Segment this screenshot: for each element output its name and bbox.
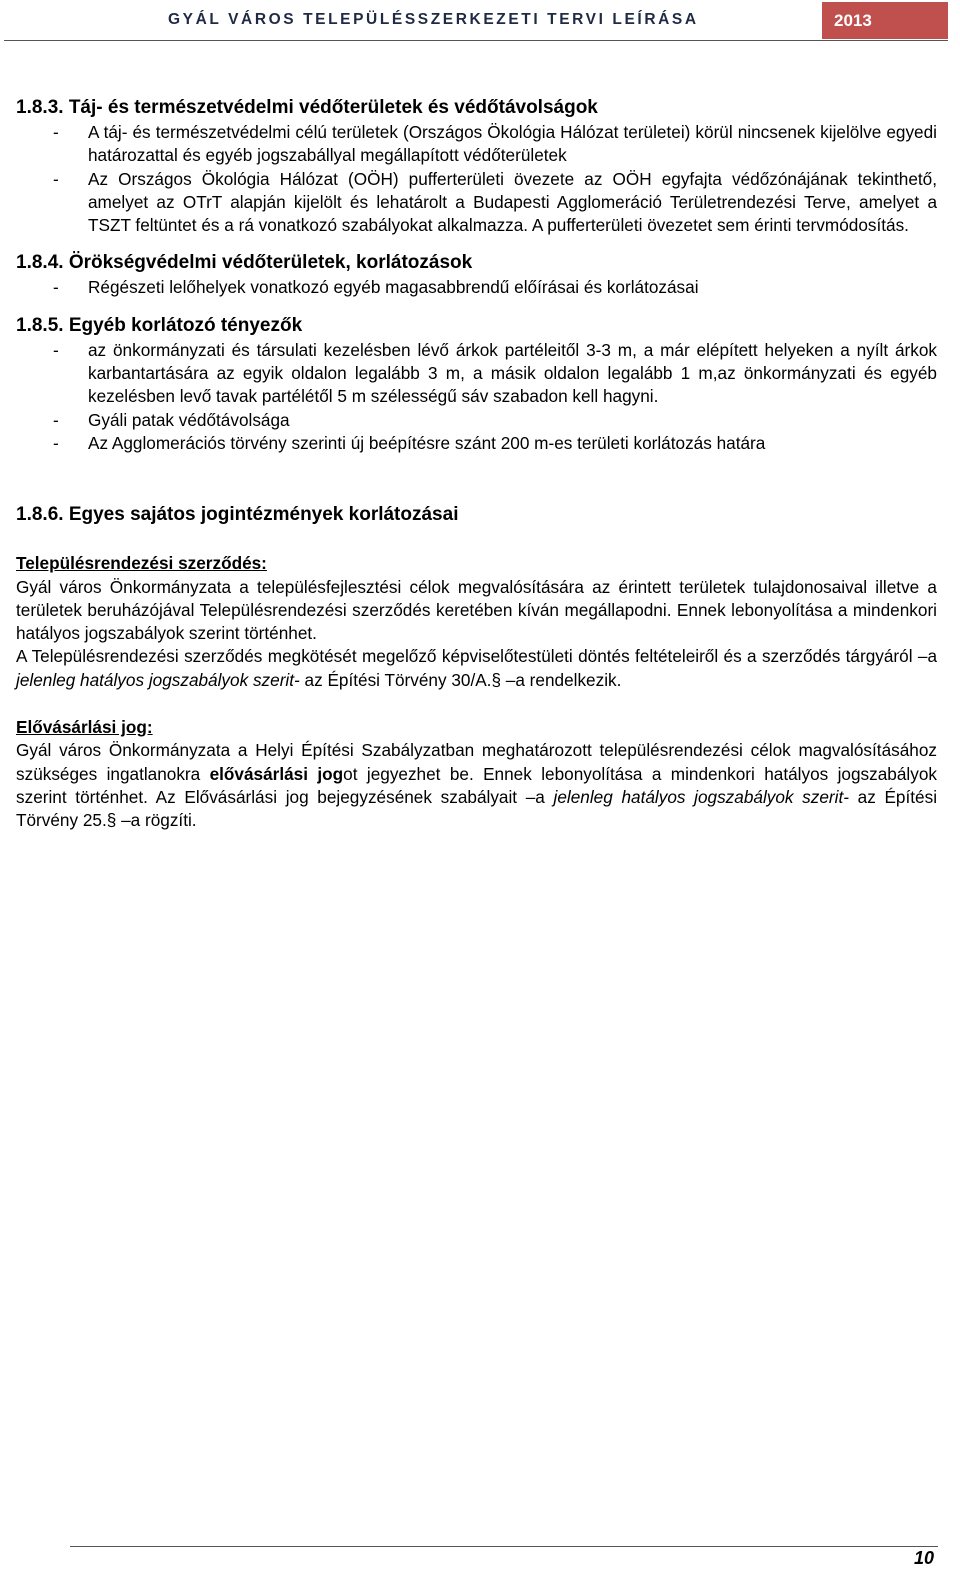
bullet-dash: -	[53, 432, 59, 453]
list-item-text: Gyáli patak védőtávolsága	[88, 409, 290, 430]
section-heading-1-8-6: 1.8.6. Egyes sajátos jogintézmények korlátozásai	[16, 504, 459, 526]
subsection-title-telepulesrendezesi: Településrendezési szerződés:	[16, 553, 267, 574]
list-item-text: Régészeti lelőhelyek vonatkozó egyéb magasabbrendű előírásai és korlátozásai	[88, 277, 699, 298]
list-item	[16, 276, 937, 299]
list-item	[16, 339, 937, 409]
document-body	[16, 94, 937, 833]
bullet-dash: -	[53, 409, 59, 430]
page-number: 10	[914, 1548, 935, 1568]
section-heading-1-8-3: 1.8.3. Táj- és természetvédelmi védőterületek és védőtávolságok	[16, 97, 598, 118]
list-item-text: Az Országos Ökológia Hálózat (OÖH) pufferterületi övezete az OÖH egyfajta védőzónájának tekinthető, amelyet az OTrT alapján kijelölt és lehatárolt a Budapesti Agglomeráció Területrendezési Terve, amelyet a TSZT feltüntet és a rá vonatkozó szabályokat alkalmazza. A pufferterületi övezetet sem érinti tervmódosítás.	[88, 168, 937, 236]
paragraph: Gyál város Önkormányzata a Helyi Építési Szabályzatban meghatározott településrendezési célok magvalósításához szükséges ingatlanokra elővásárlási jogot jegyezhet be. Ennek lebonyolítása a mindenkori hatályos jogszabályok szerint történhet. Az Elővásárlási jog bejegyzésének szabályait –a jelenleg hatályos jogszabályok szerit- az Építési Törvény 25.§ –a rögzíti.	[16, 740, 938, 831]
paragraph: A Településrendezési szerződés megkötését megelőző képviselőtestületi döntés feltételeiről és a szerződés tárgyáról –a jelenleg hatályos jogszabályok szerit- az Építési Törvény 30/A.§ –a rendelkezik.	[16, 646, 937, 690]
list-item	[16, 409, 937, 432]
bullet-dash: -	[53, 339, 59, 360]
footer-divider	[70, 1546, 938, 1547]
list-item	[16, 432, 937, 455]
bullet-dash: -	[53, 122, 59, 142]
document-title: GYÁL VÁROS TELEPÜLÉSSZERKEZETI TERVI LEÍRÁSA	[168, 11, 699, 28]
bullet-dash: -	[53, 277, 59, 298]
section-heading-1-8-5: 1.8.5. Egyéb korlátozó tényezők	[16, 314, 303, 336]
page-header	[0, 0, 960, 42]
list-item-text: az önkormányzati és társulati kezelésben lévő árkok partéleitől 3-3 m, a már elépített helyeken a nyílt árkok karbantartására az egyik oldalon legalább 3 m, a másik oldalon legalább 1 m,az önkormányzati és egyéb kezelésben levő tavak partélétől 5 m szélességű sáv szabadon kell hagyni.	[88, 339, 937, 407]
section-heading-1-8-4: 1.8.4. Örökségvédelmi védőterületek, korlátozások	[16, 252, 473, 274]
list-item-text: A táj- és természetvédelmi célú területek (Országos Ökológia Hálózat területei) körül nincsenek kijelölve egyedi határozattal és egyéb jogszabállyal megállapított védőterületek	[88, 122, 937, 166]
header-divider	[4, 40, 948, 41]
list-item	[16, 168, 937, 238]
list-item-text: Az Agglomerációs törvény szerinti új beépítésre szánt 200 m-es területi korlátozás határa	[88, 432, 766, 453]
subsection-title-elovasarlasi: Elővásárlási jog:	[16, 717, 153, 738]
year-badge: 2013	[822, 2, 948, 39]
paragraph: Gyál város Önkormányzata a településfejlesztési célok megvalósítására az érintett területek tulajdonosaival illetve a területek beruházójával Településrendezési szerződés keretében kíván megállapodni. Ennek lebonyolítása a mindenkori hatályos jogszabályok szerint történhet.	[16, 576, 937, 644]
bullet-dash: -	[53, 168, 59, 189]
list-item	[16, 121, 937, 168]
